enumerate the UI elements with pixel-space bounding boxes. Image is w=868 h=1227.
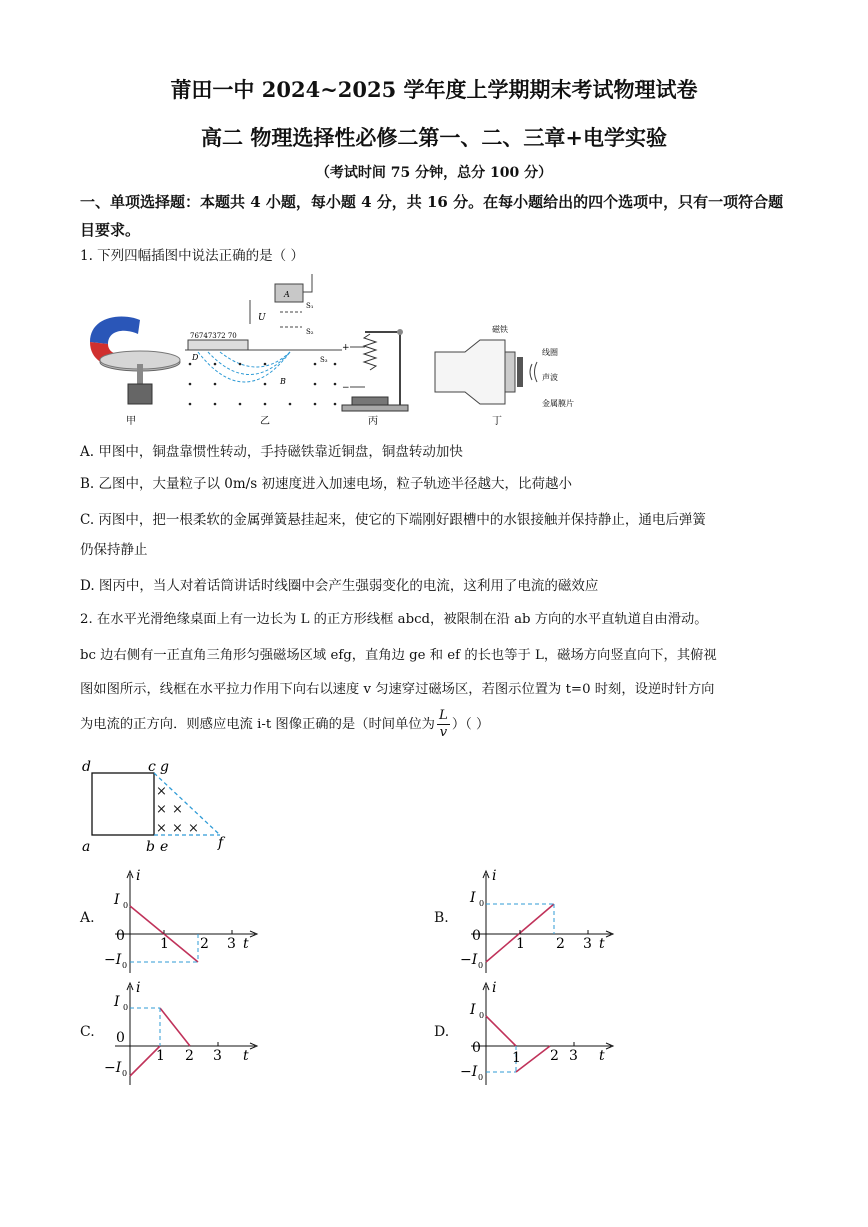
time-unit-fraction: $\frac{L}{v}$: [438, 708, 448, 740]
svg-text:t: t: [599, 936, 605, 952]
svg-text:B: B: [280, 377, 286, 386]
svg-text:金属膜片: 金属膜片: [542, 399, 574, 408]
svg-text:×: ×: [172, 821, 183, 836]
svg-text:0: 0: [122, 961, 128, 970]
svg-text:3: 3: [569, 1048, 578, 1064]
svg-text:I: I: [114, 994, 120, 1010]
q1-option-d[interactable]: D. 图丙中，当人对着话筒讲话时线圈中会产生强弱变化的电流，这利用了电流的磁效应: [80, 578, 599, 594]
svg-text:i: i: [492, 980, 497, 996]
svg-text:0: 0: [123, 1003, 129, 1012]
q2-option-c-label[interactable]: C.: [80, 1024, 95, 1040]
exam-subtitle: 高二 物理选择性必修二第一、二、三章+电学实验: [201, 125, 667, 150]
svg-text:1: 1: [160, 936, 169, 952]
svg-text:2: 2: [550, 1048, 559, 1064]
q2-stem-line1: 2. 在水平光滑绝缘桌面上有一边长为 L 的正方形线框 abcd，被限制在沿 ab 方向的水平直轨道自由滑动。: [80, 612, 708, 627]
svg-text:1: 1: [512, 1050, 521, 1066]
svg-text:0: 0: [472, 928, 481, 944]
q2-option-b-label[interactable]: B.: [434, 910, 449, 926]
svg-text:×: ×: [188, 821, 199, 836]
svg-text:S₂: S₂: [306, 328, 314, 336]
svg-text:3: 3: [227, 936, 236, 952]
section-heading: 一、单项选择题：本题共 4 小题，每小题 4 分，共 16 分。在每小题给出的四个选项中，只有一项符合题目要求。: [80, 193, 784, 239]
svg-text:c: c: [148, 759, 156, 775]
q1-option-c-cont: 仍保持静止: [80, 542, 148, 558]
svg-text:i: i: [492, 868, 497, 884]
q2-graph-c[interactable]: [100, 980, 270, 1090]
q2-stem-line4: 为电流的正方向．则感应电流 i-t 图像正确的是（时间单位为 $\frac{L}{v}$ ）（ ）: [80, 708, 490, 740]
q1-option-a[interactable]: A. 甲图中，铜盘靠惯性转动，手持磁铁靠近铜盘，铜盘转动加快: [80, 444, 463, 460]
q2-stem-line3: 图如图所示，线框在水平拉力作用下向右以速度 v 匀速穿过磁场区，若图示位置为 t=0 时刻，设逆时针方向: [80, 682, 715, 697]
svg-text:0: 0: [478, 961, 484, 970]
svg-text:声波: 声波: [542, 373, 558, 382]
svg-text:×: ×: [156, 821, 167, 836]
fig-ding: [435, 324, 574, 427]
svg-text:S₃: S₃: [320, 356, 328, 364]
svg-text:b: b: [146, 839, 155, 855]
svg-text:0: 0: [123, 901, 129, 910]
q2-graph-b[interactable]: [456, 868, 626, 978]
svg-text:磁铁: 磁铁: [492, 325, 508, 334]
svg-text:g: g: [160, 759, 169, 775]
q2-frame-figure: [80, 755, 250, 855]
svg-text:0: 0: [472, 1040, 481, 1056]
svg-text:e: e: [160, 839, 169, 855]
q1-option-b[interactable]: B. 乙图中，大量粒子以 0m/s 初速度进入加速电场，粒子轨迹半径越大，比荷越小: [80, 476, 572, 492]
svg-text:0: 0: [116, 1030, 125, 1046]
svg-text:−I: −I: [104, 952, 122, 968]
svg-text:−I: −I: [460, 952, 478, 968]
svg-text:0: 0: [122, 1069, 128, 1078]
exam-title: 莆田一中 2024~2025 学年度上学期期末考试物理试卷: [170, 77, 698, 102]
svg-text:d: d: [82, 759, 91, 775]
svg-text:76747372 70: 76747372 70: [190, 332, 237, 340]
q2-stem-line2: bc 边右侧有一正直角三角形匀强磁场区域 efg，直角边 ge 和 ef 的长也等于 L，磁场方向竖直向下，其俯视: [80, 648, 717, 663]
svg-text:+: +: [342, 343, 350, 353]
svg-text:a: a: [82, 839, 91, 855]
svg-text:3: 3: [583, 936, 592, 952]
svg-text:S₁: S₁: [306, 302, 314, 310]
svg-text:×: ×: [156, 802, 167, 817]
svg-text:I: I: [470, 890, 476, 906]
q1-stem: 1. 下列四幅插图中说法正确的是（ ）: [80, 248, 304, 264]
svg-text:I: I: [470, 1002, 476, 1018]
svg-text:f: f: [218, 835, 224, 851]
fig-label-yi: 乙: [260, 416, 270, 427]
q1-option-c[interactable]: C. 丙图中，把一根柔软的金属弹簧悬挂起来，使它的下端刚好跟槽中的水银接触并保持静止，通电后弹簧: [80, 512, 706, 528]
q1-figures: [80, 272, 640, 432]
svg-text:2: 2: [200, 936, 209, 952]
svg-text:3: 3: [213, 1048, 222, 1064]
svg-text:0: 0: [479, 899, 485, 908]
q2-option-d-label[interactable]: D.: [434, 1024, 450, 1040]
svg-text:1: 1: [156, 1048, 165, 1064]
svg-text:2: 2: [556, 936, 565, 952]
svg-text:0: 0: [479, 1011, 485, 1020]
svg-text:−I: −I: [104, 1060, 122, 1076]
svg-text:1: 1: [516, 936, 525, 952]
svg-text:D: D: [192, 353, 199, 362]
svg-text:I: I: [114, 892, 120, 908]
svg-text:t: t: [243, 936, 249, 952]
q2-graph-a[interactable]: [100, 868, 270, 978]
fig-label-bing: 丙: [368, 416, 378, 427]
fig-label-jia: 甲: [126, 416, 136, 427]
fig-bing: [342, 329, 408, 427]
svg-text:×: ×: [172, 802, 183, 817]
svg-text:2: 2: [185, 1048, 194, 1064]
svg-text:0: 0: [116, 928, 125, 944]
fig-yi: [185, 274, 342, 427]
svg-text:−: −: [342, 383, 350, 393]
svg-text:t: t: [243, 1048, 249, 1064]
q2-option-a-label[interactable]: A.: [80, 910, 95, 926]
svg-text:t: t: [599, 1048, 605, 1064]
svg-text:i: i: [136, 868, 141, 884]
fig-jia: [90, 316, 180, 427]
svg-text:×: ×: [156, 784, 167, 799]
exam-info: （考试时间 75 分钟，总分 100 分）: [315, 165, 553, 181]
svg-text:0: 0: [478, 1073, 484, 1082]
svg-text:A: A: [284, 290, 290, 299]
svg-text:U: U: [258, 313, 266, 323]
svg-text:−I: −I: [460, 1064, 478, 1080]
svg-text:i: i: [136, 980, 141, 996]
svg-text:线圈: 线圈: [542, 348, 558, 357]
q2-graph-d[interactable]: [456, 980, 626, 1090]
fig-label-ding: 丁: [492, 416, 502, 427]
